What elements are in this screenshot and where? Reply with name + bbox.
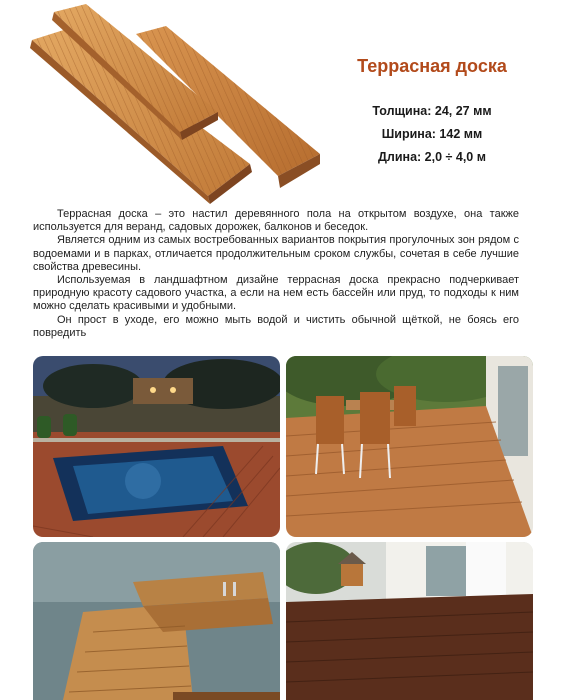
page-title: Террасная доска xyxy=(357,56,507,76)
decking-boards-image xyxy=(28,4,320,204)
description-paragraph: Он прост в уходе, его можно мыть водой и чистить обычной щёткой, не боясь его повредить xyxy=(33,313,519,339)
description-paragraph: Является одним из самых востребованных вариантов покрытия прогулочных зон рядом с водоемами и в парках, отличается продолжительным сроком службы, сочетая в себе лучшие свойства древесины. xyxy=(33,234,519,273)
description-text xyxy=(33,208,519,340)
spec-thickness: Толщина: 24, 27 мм xyxy=(372,104,492,118)
patio-deck-photo xyxy=(286,356,533,537)
house-deck-photo xyxy=(286,542,533,700)
pool-deck-photo xyxy=(33,356,280,537)
description-paragraph: Используемая в ландшафтном дизайне террасная доска прекрасно подчеркивает природную красоту садового участка, а если на нем есть бассейн или пруд, то подходы к ним можно сделать красивыми и удобными. xyxy=(33,274,519,313)
description-paragraph: Террасная доска – это настил деревянного пола на открытом воздухе, она также используется для веранд, садовых дорожек, балконов и беседок. xyxy=(33,208,519,234)
spec-list xyxy=(322,100,542,169)
pier-deck-photo xyxy=(33,542,280,700)
spec-length: Длина: 2,0 ÷ 4,0 м xyxy=(378,150,486,164)
spec-width: Ширина: 142 мм xyxy=(381,127,483,141)
